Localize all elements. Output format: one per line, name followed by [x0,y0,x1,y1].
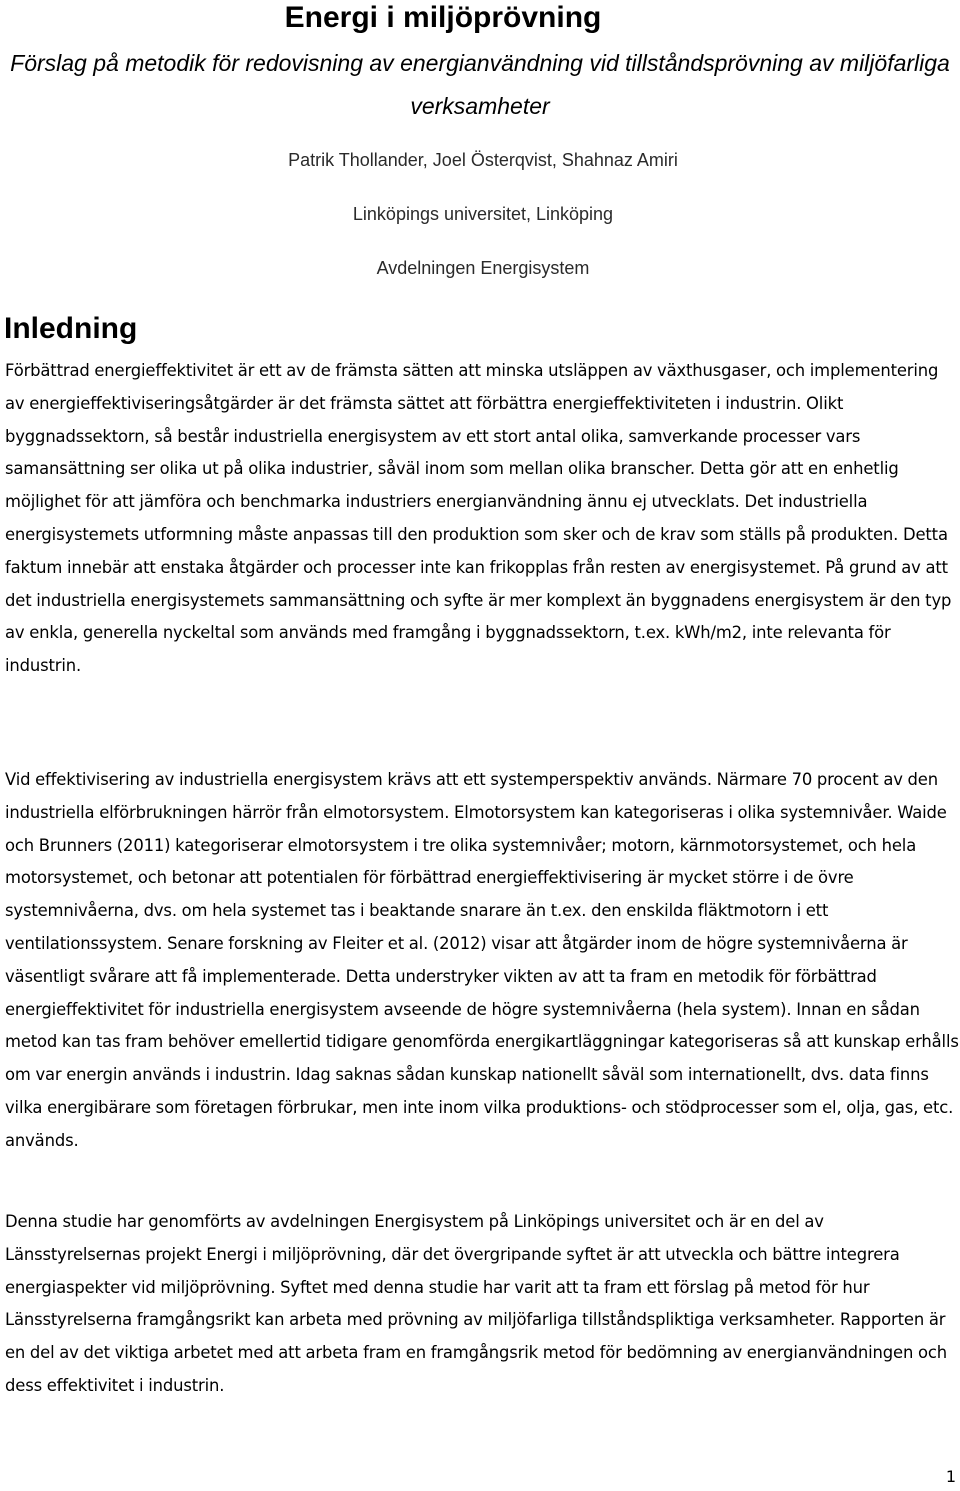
authors-line: Patrik Thollander, Joel Österqvist, Shahnaz Amiri [288,150,678,170]
document-title: Energi i miljöprövning [284,1,602,34]
section-heading-inledning: Inledning [4,312,138,345]
affiliation-line: Linköpings universitet, Linköping [352,204,614,224]
body-paragraph: Denna studie har genomförts av avdelningen Energisystem på Linköpings universitet och är en del av Länsstyrelsernas projekt Energi i miljöprövning, där det övergripande syftet är att utveckla och bättre integrera energiaspekter vid miljöprövning. Syftet med denna studie har varit att ta fram ett förslag på metod för hur Länsstyrelserna framgångsrikt kan arbeta med prövning av miljöfarliga tillståndspliktiga verksamheter. Rapporten är en del av det viktiga arbetet med att arbeta fram en framgångsrik metod för bedömning av energianvändningen och dess effektivitet i industrin. [5,1212,947,1395]
page-number: 1 [945,1467,956,1486]
division-line: Avdelningen Energisystem [376,258,590,278]
body-paragraph: Förbättrad energieffektivitet är ett av de främsta sätten att minska utsläppen av växthusgaser, och implementering av energieffektiviseringsåtgärder är det främsta sättet att förbättra energieffektiviteten i industrin. Olikt byggnadssektorn, så består industriella energisystem av ett stort antal olika, samverkande processer vars samansättning ser olika ut på olika industrier, såväl inom som mellan olika branscher. Detta gör att en enhetlig möjlighet för att jämföra och benchmarka industriers energianvändning ännu ej utvecklats. Det industriella energisystemets utformning måste anpassas till den produktion som sker och de krav som ställs på produkten. Detta faktum innebär att enstaka åtgärder och processer inte kan frikopplas från resten av energisystemet. På grund av att det industriella energisystemets sammansättning och syfte är mer komplext än byggnadens energisystem är den typ av enkla, generella nyckeltal som används med framgång i byggnadssektorn, t.ex. kWh/m2, inte relevanta för industrin. [5,361,952,676]
body-paragraph: Vid effektivisering av industriella energisystem krävs att ett systemperspektiv används. Närmare 70 procent av den industriella elförbrukningen härrör från elmotorsystem. Elmotorsystem kan kategoriseras i olika systemnivåer. Waide och Brunners (2011) kategoriserar elmotorsystem i tre olika systemnivåer; motorn, kärnmotorsystemet, och hela motorsystemet, och betonar att potentialen för förbättrad energieffektivisering är mycket större i de övre systemnivåerna, dvs. om hela systemet tas i beaktande snarare än t.ex. den enskilda fläktmotorn i ett ventilationssystem. Senare forskning av Fleiter et al. (2012) visar att åtgärder inom de högre systemnivåerna är väsentligt svårare att få implementerade. Detta understryker vikten av att ta fram en metodik för förbättrad energieffektivitet för industriella energisystem avseende de högre systemnivåerna (hela system). Innan en sådan metod kan tas fram behöver emellertid tidigare genomförda energikartläggningar kategoriseras så att kunskap erhålls om var energin används i industrin. Idag saknas sådan kunskap nationellt såväl som internationellt, dvs. data finns vilka energibärare som företagen förbrukar, men inte inom vilka produktions- och stödprocesser som el, olja, gas, etc. används. [5,770,959,1150]
document-subtitle: Förslag på metodik för redovisning av energianvändning vid tillståndsprövning av miljöfarliga verksamheter [10,50,950,119]
